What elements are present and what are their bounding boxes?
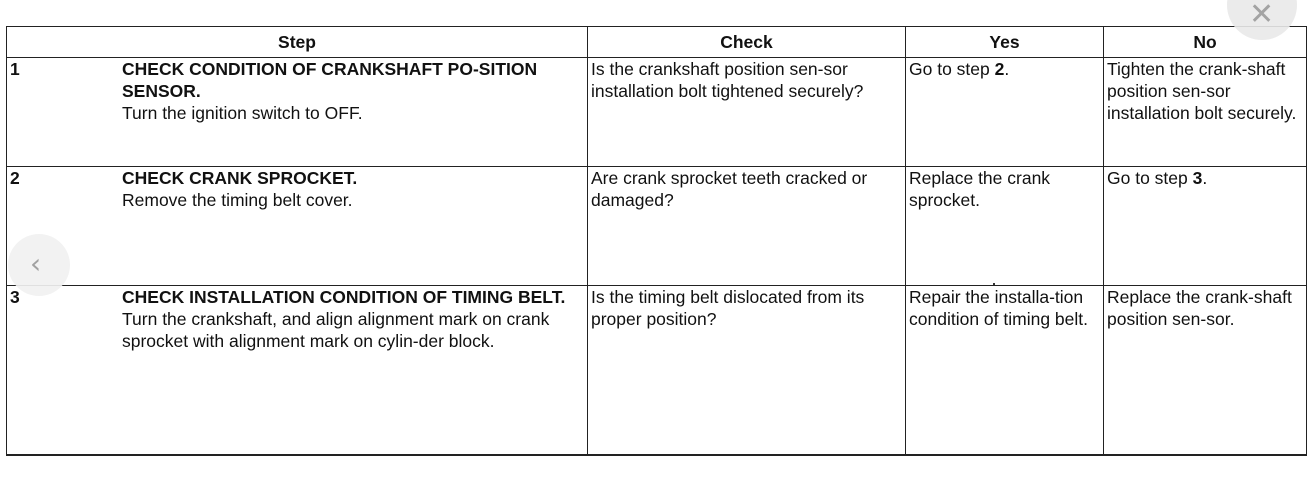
scan-speck xyxy=(993,283,995,285)
header-no: No xyxy=(1104,27,1307,58)
step-description: Turn the crankshaft, and align alignment mark on crank sprocket with alignment mark on cylin-der block. xyxy=(122,309,550,351)
yes-text: Replace the crank sprocket. xyxy=(909,168,1051,210)
close-icon: ✕ xyxy=(1249,0,1275,32)
yes-cell xyxy=(906,286,1104,455)
check-cell: Is the timing belt dislocated from its proper position? xyxy=(588,286,906,455)
header-check: Check xyxy=(588,27,906,58)
chevron-left-icon: ‹ xyxy=(30,247,42,280)
step-cell xyxy=(7,167,588,286)
yes-cell xyxy=(906,58,1104,167)
yes-text: Repair the installa-tion condition of timing belt. xyxy=(909,287,1088,329)
no-text: Tighten the crank-shaft position sen-sor installation bolt securely. xyxy=(1107,59,1297,123)
step-cell xyxy=(7,58,588,167)
table-row xyxy=(7,167,1307,286)
step-title: CHECK INSTALLATION CONDITION OF TIMING BELT. xyxy=(122,287,566,307)
no-text: Replace the crank-shaft position sen-sor. xyxy=(1107,287,1292,329)
yes-step-ref: 2 xyxy=(994,59,1005,79)
step-description: Remove the timing belt cover. xyxy=(122,190,353,210)
check-cell: Is the crankshaft position sen-sor installation bolt tightened securely? xyxy=(588,58,906,167)
no-text: Go to step xyxy=(1107,168,1193,188)
diagnostic-table xyxy=(6,26,1307,456)
step-cell xyxy=(7,286,588,455)
check-cell: Are crank sprocket teeth cracked or damaged? xyxy=(588,167,906,286)
table-row xyxy=(7,286,1307,455)
step-title: CHECK CRANK SPROCKET. xyxy=(122,168,358,188)
table-header-row xyxy=(7,27,1307,58)
table-row xyxy=(7,58,1307,167)
yes-suffix: . xyxy=(1004,59,1010,79)
previous-button[interactable] xyxy=(8,234,70,296)
no-suffix: . xyxy=(1202,168,1208,188)
step-number: 3 xyxy=(10,287,20,307)
header-yes: Yes xyxy=(906,27,1104,58)
no-cell xyxy=(1104,167,1307,286)
yes-text: Go to step xyxy=(909,59,995,79)
no-cell xyxy=(1104,286,1307,455)
step-number: 1 xyxy=(10,59,20,79)
no-cell xyxy=(1104,58,1307,167)
step-title: CHECK CONDITION OF CRANKSHAFT PO-SITION SENSOR. xyxy=(122,59,538,101)
no-step-ref: 3 xyxy=(1192,168,1203,188)
step-number: 2 xyxy=(10,168,20,188)
header-step: Step xyxy=(7,27,588,58)
yes-cell xyxy=(906,167,1104,286)
step-description: Turn the ignition switch to OFF. xyxy=(122,103,363,123)
